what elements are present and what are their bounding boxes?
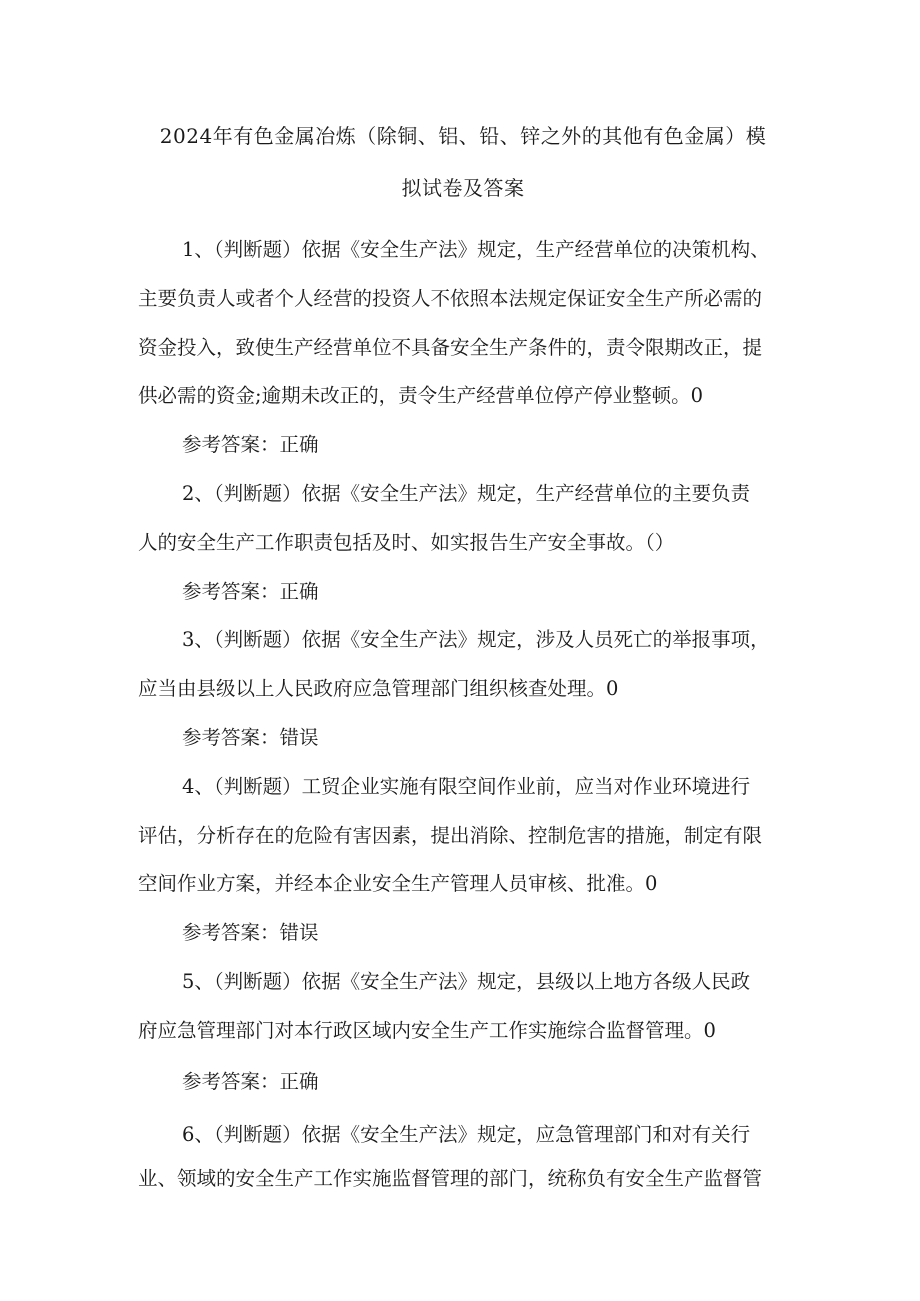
q3-line-2: 应当由县级以上人民政府应急管理部门组织核查处理。0: [138, 677, 619, 700]
q2-answer: 参考答案：正确: [182, 580, 319, 603]
q4-line-1: 4、（判断题）工贸企业实施有限空间作业前，应当对作业环境进行: [182, 775, 751, 798]
title-line-2: 拟试卷及答案: [401, 176, 525, 200]
q1-line-1: 1、（判断题）依据《安全生产法》规定，生产经营单位的决策机构、: [182, 238, 770, 261]
title-line-1: 2024年有色金属冶炼（除铜、铝、铅、锌之外的其他有色金属）模: [159, 124, 767, 148]
q2-line-2: 人的安全生产工作职责包括及时、如实报告生产安全事故。（）: [138, 531, 675, 554]
q5-answer: 参考答案：正确: [182, 1070, 319, 1093]
q1-answer: 参考答案：正确: [182, 433, 319, 456]
q5-line-2: 府应急管理部门对本行政区域内安全生产工作实施综合监督管理。0: [138, 1019, 716, 1042]
q1-line-4: 供必需的资金;逾期未改正的，责令生产经营单位停产停业整顿。0: [138, 384, 703, 407]
q1-line-3: 资金投入，致使生产经营单位不具备安全生产条件的，责令限期改正，提: [138, 336, 763, 359]
q3-answer: 参考答案：错误: [182, 726, 319, 749]
q4-answer: 参考答案：错误: [182, 921, 319, 944]
q6-line-2: 业、领域的安全生产工作实施监督管理的部门，统称负有安全生产监督管: [138, 1167, 763, 1190]
q6-line-1: 6、（判断题）依据《安全生产法》规定，应急管理部门和对有关行: [182, 1123, 751, 1146]
q2-line-1: 2、（判断题）依据《安全生产法》规定，生产经营单位的主要负责: [182, 482, 751, 505]
q5-line-1: 5、（判断题）依据《安全生产法》规定，县级以上地方各级人民政: [182, 970, 751, 993]
document-title: [138, 110, 788, 214]
q4-line-2: 评估，分析存在的危险有害因素，提出消除、控制危害的措施，制定有限: [138, 824, 763, 847]
q4-line-3: 空间作业方案，并经本企业安全生产管理人员审核、批准。0: [138, 872, 658, 895]
q3-line-1: 3、（判断题）依据《安全生产法》规定，涉及人员死亡的举报事项，: [182, 628, 770, 651]
q1-line-2: 主要负责人或者个人经营的投资人不依照本法规定保证安全生产所必需的: [138, 287, 763, 310]
